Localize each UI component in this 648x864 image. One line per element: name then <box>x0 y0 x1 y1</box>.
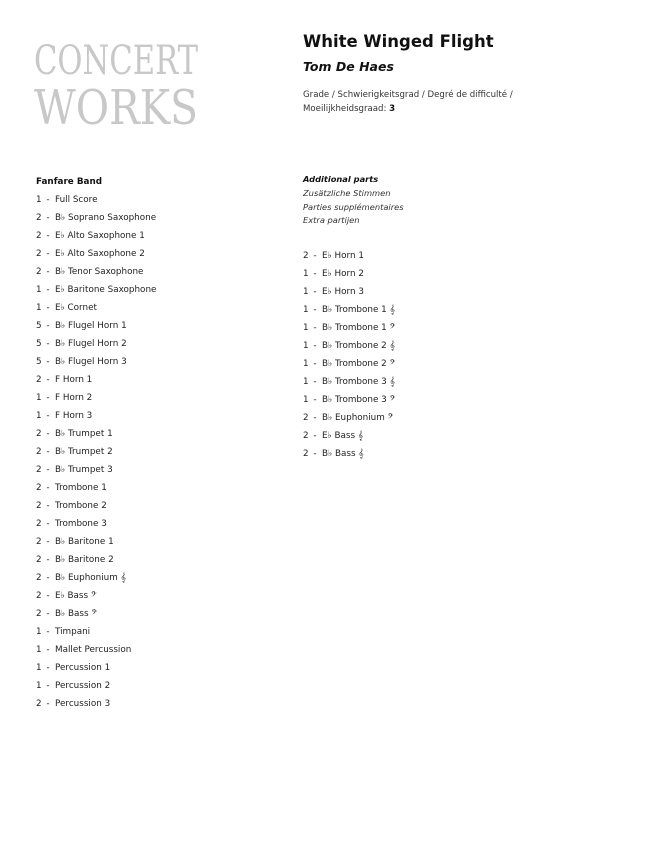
part-row <box>36 245 156 263</box>
part-row <box>303 355 395 373</box>
separator: - <box>46 609 50 619</box>
part-row <box>36 389 156 407</box>
part-quantity: 5 <box>36 321 42 331</box>
separator: - <box>313 431 317 441</box>
separator: - <box>46 285 50 295</box>
part-name: E♭ Horn 3 <box>322 287 364 297</box>
separator: - <box>313 359 317 369</box>
part-name: B♭ Trumpet 1 <box>55 429 113 439</box>
part-quantity: 2 <box>36 375 42 385</box>
part-row <box>36 227 156 245</box>
part-name: F Horn 3 <box>55 411 93 421</box>
separator: - <box>46 375 50 385</box>
part-name: E♭ Bass 𝄢 <box>55 591 97 601</box>
part-row <box>303 247 395 265</box>
separator: - <box>46 483 50 493</box>
separator: - <box>46 231 50 241</box>
part-quantity: 1 <box>36 681 42 691</box>
separator: - <box>46 393 50 403</box>
part-row <box>36 443 156 461</box>
separator: - <box>313 413 317 423</box>
part-quantity: 2 <box>36 483 42 493</box>
part-name: E♭ Baritone Saxophone <box>55 285 157 295</box>
separator: - <box>313 287 317 297</box>
part-row <box>36 569 156 587</box>
separator: - <box>313 305 317 315</box>
separator: - <box>46 663 50 673</box>
part-name: B♭ Flugel Horn 2 <box>55 339 127 349</box>
part-name: B♭ Bass 𝄞 <box>322 449 364 459</box>
part-row <box>303 319 395 337</box>
part-name: E♭ Horn 1 <box>322 251 364 261</box>
part-row <box>36 335 156 353</box>
part-quantity: 1 <box>303 377 309 387</box>
part-quantity: 1 <box>303 341 309 351</box>
separator: - <box>46 699 50 709</box>
separator: - <box>46 519 50 529</box>
additional-heading-fr: Parties supplémentaires <box>303 201 404 212</box>
part-row <box>36 317 156 335</box>
separator: - <box>313 323 317 333</box>
part-quantity: 2 <box>36 429 42 439</box>
part-row <box>36 533 156 551</box>
part-row <box>303 373 395 391</box>
separator: - <box>46 555 50 565</box>
part-quantity: 2 <box>36 213 42 223</box>
part-name: B♭ Trombone 2 𝄞 <box>322 341 395 351</box>
part-name: E♭ Horn 2 <box>322 269 364 279</box>
part-row <box>36 425 156 443</box>
grade-info <box>303 89 533 116</box>
part-row <box>36 605 156 623</box>
piece-title: White Winged Flight <box>303 32 494 51</box>
separator: - <box>46 591 50 601</box>
separator: - <box>46 249 50 259</box>
part-row <box>36 209 156 227</box>
part-name: B♭ Baritone 2 <box>55 555 114 565</box>
separator: - <box>46 213 50 223</box>
composer-name: Tom De Haes <box>303 59 394 74</box>
part-row <box>36 497 156 515</box>
part-quantity: 2 <box>36 537 42 547</box>
grade-label: Grade / Schwierigkeitsgrad / Degré de difficulté / Moeilijkheidsgraad: <box>303 90 513 114</box>
part-row <box>36 407 156 425</box>
part-list-additional <box>303 247 395 463</box>
instrumentation-heading: Fanfare Band <box>36 177 103 187</box>
part-row <box>303 265 395 283</box>
part-quantity: 2 <box>303 251 309 261</box>
separator: - <box>313 341 317 351</box>
additional-heading-en: Additional parts <box>303 174 379 184</box>
part-row <box>303 301 395 319</box>
separator: - <box>46 537 50 547</box>
part-quantity: 2 <box>303 449 309 459</box>
part-row <box>36 479 156 497</box>
part-name: B♭ Bass 𝄢 <box>55 609 98 619</box>
part-name: E♭ Cornet <box>55 303 97 313</box>
separator: - <box>46 573 50 583</box>
part-row <box>36 587 156 605</box>
separator: - <box>46 303 50 313</box>
grade-value: 3 <box>389 103 396 114</box>
part-name: B♭ Flugel Horn 3 <box>55 357 127 367</box>
part-quantity: 1 <box>303 395 309 405</box>
separator: - <box>313 395 317 405</box>
part-quantity: 2 <box>36 519 42 529</box>
part-quantity: 1 <box>36 663 42 673</box>
additional-heading-de: Zusätzliche Stimmen <box>303 187 391 198</box>
part-quantity: 1 <box>303 305 309 315</box>
part-row <box>303 283 395 301</box>
part-name: E♭ Bass 𝄞 <box>322 431 364 441</box>
part-quantity: 2 <box>36 231 42 241</box>
part-quantity: 2 <box>36 267 42 277</box>
separator: - <box>46 321 50 331</box>
part-row <box>36 281 156 299</box>
part-name: Trombone 2 <box>55 501 107 511</box>
separator: - <box>46 645 50 655</box>
part-row <box>36 659 156 677</box>
part-name: B♭ Trombone 3 𝄞 <box>322 377 395 387</box>
part-row <box>36 677 156 695</box>
part-row <box>36 623 156 641</box>
part-quantity: 2 <box>303 431 309 441</box>
part-quantity: 2 <box>36 249 42 259</box>
part-row <box>36 191 156 209</box>
separator: - <box>46 627 50 637</box>
part-quantity: 1 <box>36 645 42 655</box>
logo-line-1: CONCERT <box>34 38 199 84</box>
separator: - <box>313 449 317 459</box>
part-quantity: 2 <box>36 447 42 457</box>
part-list-main <box>36 191 156 713</box>
part-quantity: 1 <box>36 285 42 295</box>
part-name: Full Score <box>55 195 98 205</box>
part-name: B♭ Trombone 3 𝄢 <box>322 395 396 405</box>
part-name: Percussion 2 <box>55 681 111 691</box>
separator: - <box>46 195 50 205</box>
part-row <box>303 337 395 355</box>
part-quantity: 2 <box>36 465 42 475</box>
part-quantity: 1 <box>36 411 42 421</box>
part-name: Percussion 3 <box>55 699 111 709</box>
part-name: Mallet Percussion <box>55 645 132 655</box>
part-name: B♭ Tenor Saxophone <box>55 267 144 277</box>
part-quantity: 5 <box>36 339 42 349</box>
part-quantity: 2 <box>36 591 42 601</box>
part-quantity: 2 <box>36 573 42 583</box>
part-name: Trombone 3 <box>55 519 107 529</box>
part-name: B♭ Trombone 2 𝄢 <box>322 359 396 369</box>
part-name: B♭ Trumpet 2 <box>55 447 113 457</box>
part-quantity: 2 <box>36 555 42 565</box>
separator: - <box>313 269 317 279</box>
part-row <box>303 427 395 445</box>
part-name: E♭ Alto Saxophone 1 <box>55 231 145 241</box>
part-name: B♭ Soprano Saxophone <box>55 213 157 223</box>
part-row <box>36 515 156 533</box>
part-quantity: 2 <box>36 699 42 709</box>
separator: - <box>313 377 317 387</box>
separator: - <box>46 267 50 277</box>
part-name: Timpani <box>55 627 91 637</box>
part-quantity: 5 <box>36 357 42 367</box>
separator: - <box>46 429 50 439</box>
part-quantity: 2 <box>303 413 309 423</box>
part-row <box>303 445 395 463</box>
part-name: B♭ Trumpet 3 <box>55 465 113 475</box>
part-row <box>303 409 395 427</box>
part-row <box>36 299 156 317</box>
part-quantity: 2 <box>36 609 42 619</box>
part-row <box>36 263 156 281</box>
part-name: F Horn 1 <box>55 375 93 385</box>
part-row <box>36 371 156 389</box>
additional-heading-nl: Extra partijen <box>303 215 360 226</box>
separator: - <box>313 251 317 261</box>
part-row <box>36 695 156 713</box>
separator: - <box>46 465 50 475</box>
part-quantity: 1 <box>36 393 42 403</box>
part-name: B♭ Trombone 1 𝄞 <box>322 305 395 315</box>
part-name: E♭ Alto Saxophone 2 <box>55 249 145 259</box>
part-name: B♭ Trombone 1 𝄢 <box>322 323 396 333</box>
separator: - <box>46 339 50 349</box>
part-name: B♭ Euphonium 𝄢 <box>322 413 394 423</box>
separator: - <box>46 447 50 457</box>
part-quantity: 2 <box>36 501 42 511</box>
part-row <box>303 391 395 409</box>
separator: - <box>46 681 50 691</box>
part-name: Trombone 1 <box>55 483 107 493</box>
part-quantity: 1 <box>36 627 42 637</box>
part-quantity: 1 <box>303 323 309 333</box>
part-quantity: 1 <box>303 359 309 369</box>
part-quantity: 1 <box>36 195 42 205</box>
part-quantity: 1 <box>303 269 309 279</box>
part-name: Percussion 1 <box>55 663 111 673</box>
logo-line-2: WORKS <box>34 80 198 136</box>
part-row <box>36 641 156 659</box>
additional-parts-heading <box>303 173 404 228</box>
part-quantity: 1 <box>303 287 309 297</box>
part-name: B♭ Baritone 1 <box>55 537 114 547</box>
part-row <box>36 551 156 569</box>
part-row <box>36 461 156 479</box>
separator: - <box>46 411 50 421</box>
part-quantity: 1 <box>36 303 42 313</box>
separator: - <box>46 501 50 511</box>
concert-works-logo <box>34 34 200 136</box>
part-name: F Horn 2 <box>55 393 93 403</box>
part-name: B♭ Euphonium 𝄞 <box>55 573 126 583</box>
separator: - <box>46 357 50 367</box>
part-name: B♭ Flugel Horn 1 <box>55 321 127 331</box>
part-row <box>36 353 156 371</box>
